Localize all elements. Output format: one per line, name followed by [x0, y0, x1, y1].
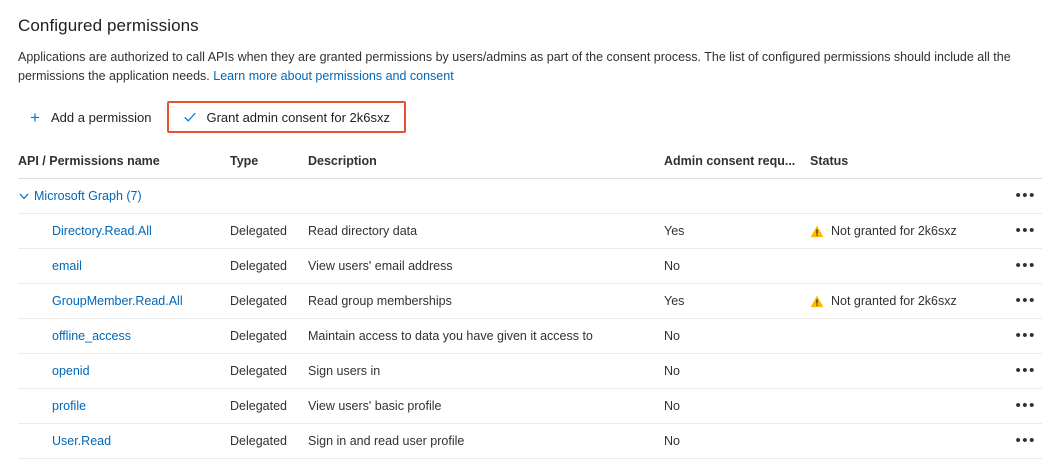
- column-header-status: Status: [810, 148, 1000, 179]
- chevron-down-icon[interactable]: [18, 190, 30, 202]
- row-context-menu-icon[interactable]: •••: [1015, 187, 1036, 204]
- column-header-name: API / Permissions name: [18, 148, 230, 179]
- group-label-microsoft-graph[interactable]: Microsoft Graph (7): [34, 189, 142, 203]
- cell-type: Delegated: [230, 249, 308, 284]
- cell-description: Sign users in: [308, 354, 664, 389]
- cell-permission-name: [18, 249, 230, 284]
- cell-actions: [1000, 249, 1042, 284]
- row-context-menu-icon[interactable]: •••: [1015, 327, 1036, 344]
- warning-icon: [810, 225, 824, 238]
- table-row: [18, 319, 1042, 354]
- cell-description: View users' email address: [308, 249, 664, 284]
- cell-permission-name: [18, 424, 230, 459]
- row-context-menu-icon[interactable]: •••: [1015, 397, 1036, 414]
- grant-consent-highlight: [167, 101, 406, 133]
- cell-status: [810, 284, 1000, 319]
- column-header-admin-consent: Admin consent requ...: [664, 148, 810, 179]
- permission-link[interactable]: profile: [52, 399, 87, 413]
- add-permission-label: Add a permission: [51, 109, 152, 125]
- cell-status: [810, 319, 1000, 354]
- cell-permission-name: [18, 354, 230, 389]
- cell-status: [810, 354, 1000, 389]
- cell-admin-consent: No: [664, 354, 810, 389]
- row-context-menu-icon[interactable]: •••: [1015, 222, 1036, 239]
- grant-admin-consent-label: Grant admin consent for 2k6sxz: [206, 109, 390, 125]
- cell-actions: [1000, 354, 1042, 389]
- permission-link[interactable]: openid: [52, 364, 90, 378]
- plus-icon: +: [30, 107, 40, 127]
- cell-admin-consent: No: [664, 389, 810, 424]
- cell-admin-consent: No: [664, 249, 810, 284]
- cell-admin-consent: Yes: [664, 214, 810, 249]
- row-context-menu-icon[interactable]: •••: [1015, 362, 1036, 379]
- section-description-text: Applications are authorized to call APIs when they are granted permissions by users/admins as part of the consent process. The list of configured permissions should include all the permissions the application needs.: [18, 50, 1011, 83]
- page-title: Configured permissions: [18, 16, 199, 35]
- cell-permission-name: [18, 284, 230, 319]
- column-header-description: Description: [308, 148, 664, 179]
- table-row: [18, 284, 1042, 319]
- cell-permission-name: [18, 389, 230, 424]
- cell-status: [810, 249, 1000, 284]
- table-row: [18, 354, 1042, 389]
- cell-permission-name: [18, 214, 230, 249]
- group-row-cell: [18, 179, 1000, 214]
- cell-type: Delegated: [230, 214, 308, 249]
- command-bar: [18, 100, 1042, 134]
- cell-description: Sign in and read user profile: [308, 424, 664, 459]
- cell-actions: [1000, 319, 1042, 354]
- cell-actions: [1000, 284, 1042, 319]
- add-permission-button[interactable]: [18, 101, 161, 133]
- cell-type: Delegated: [230, 284, 308, 319]
- row-context-menu-icon[interactable]: •••: [1015, 257, 1036, 274]
- group-row-actions: [1000, 179, 1042, 214]
- cell-permission-name: [18, 319, 230, 354]
- permissions-table-body: [18, 179, 1042, 459]
- status-badge: Not granted for 2k6sxz: [831, 224, 957, 238]
- cell-description: Read directory data: [308, 214, 664, 249]
- status-badge: Not granted for 2k6sxz: [831, 294, 957, 308]
- column-header-actions: [1000, 148, 1042, 179]
- learn-more-link[interactable]: Learn more about permissions and consent: [213, 69, 454, 83]
- permissions-table: [18, 148, 1042, 459]
- table-row: [18, 389, 1042, 424]
- cell-admin-consent: Yes: [664, 284, 810, 319]
- cell-type: Delegated: [230, 389, 308, 424]
- cell-description: Read group memberships: [308, 284, 664, 319]
- table-row: [18, 424, 1042, 459]
- table-row: [18, 214, 1042, 249]
- table-row: [18, 249, 1042, 284]
- cell-status: [810, 214, 1000, 249]
- section-description: [18, 48, 1018, 86]
- permission-link[interactable]: Directory.Read.All: [52, 224, 152, 238]
- permission-link[interactable]: offline_access: [52, 329, 131, 343]
- cell-type: Delegated: [230, 354, 308, 389]
- warning-icon: [810, 295, 824, 308]
- cell-actions: [1000, 214, 1042, 249]
- permission-link[interactable]: email: [52, 259, 82, 273]
- table-header-row: [18, 148, 1042, 179]
- checkmark-icon: [183, 110, 197, 124]
- cell-admin-consent: No: [664, 319, 810, 354]
- column-header-type: Type: [230, 148, 308, 179]
- cell-description: Maintain access to data you have given it access to: [308, 319, 664, 354]
- cell-admin-consent: No: [664, 424, 810, 459]
- cell-description: View users' basic profile: [308, 389, 664, 424]
- cell-actions: [1000, 389, 1042, 424]
- cell-type: Delegated: [230, 424, 308, 459]
- cell-status: [810, 424, 1000, 459]
- cell-status: [810, 389, 1000, 424]
- table-group-row[interactable]: [18, 179, 1042, 214]
- permission-link[interactable]: User.Read: [52, 434, 112, 448]
- cell-actions: [1000, 424, 1042, 459]
- cell-type: Delegated: [230, 319, 308, 354]
- row-context-menu-icon[interactable]: •••: [1015, 432, 1036, 449]
- row-context-menu-icon[interactable]: •••: [1015, 292, 1036, 309]
- grant-admin-consent-button[interactable]: [173, 101, 400, 133]
- permission-link[interactable]: GroupMember.Read.All: [52, 294, 183, 308]
